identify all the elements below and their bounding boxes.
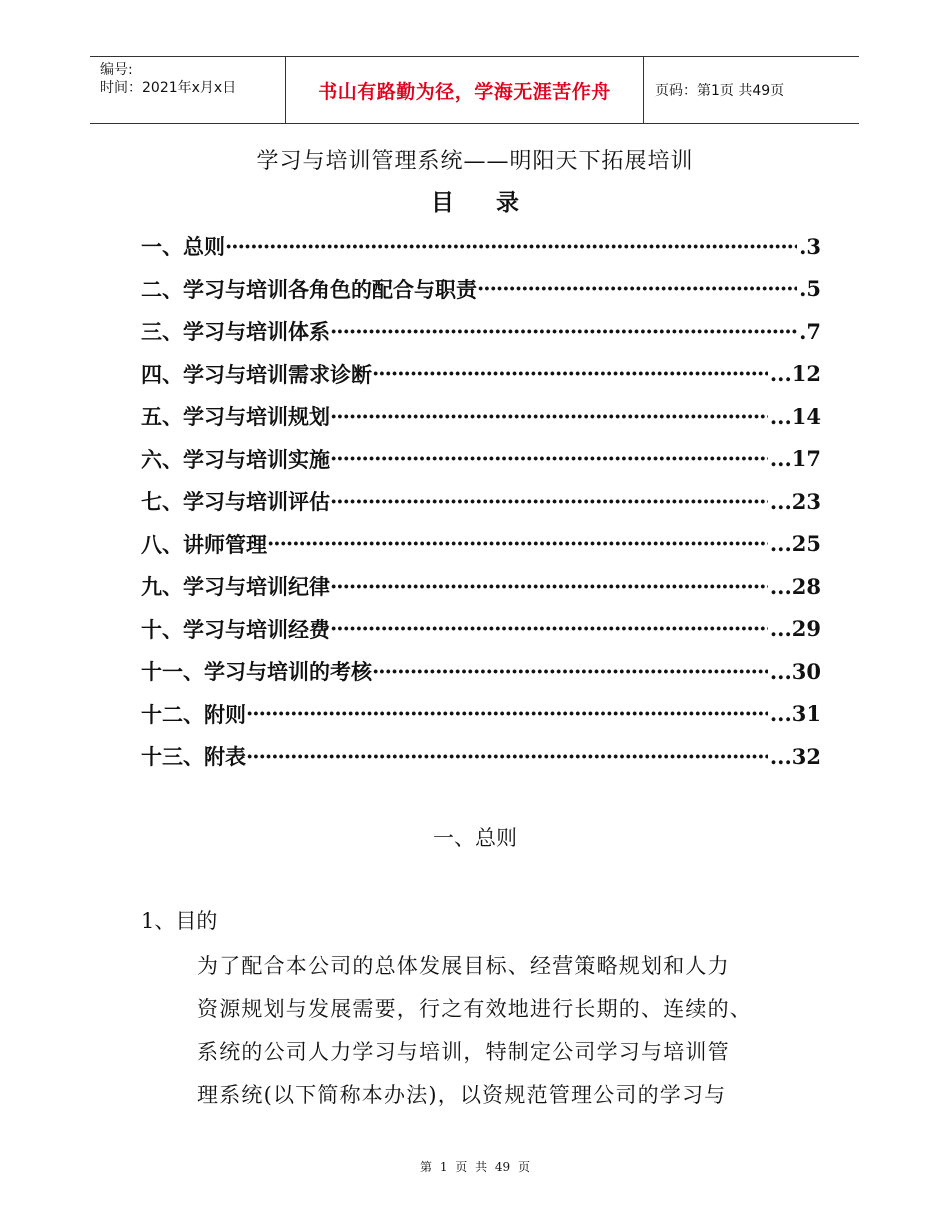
toc-entry-title: 九、学习与培训纪律 — [141, 575, 330, 600]
item-heading: 1、目的 — [141, 909, 218, 933]
toc-entry-title: 五、学习与培训规划 — [141, 405, 330, 430]
paragraph-line: 系统的公司人力学习与培训，特制定公司学习与培训管 — [197, 1040, 730, 1064]
table-of-contents — [141, 225, 821, 778]
toc-leader-dots — [330, 574, 768, 599]
toc-entry-title: 八、讲师管理 — [141, 532, 267, 557]
number-label: 编号: — [100, 62, 133, 78]
toc-heading-char-1: 目 — [431, 190, 454, 216]
toc-entry[interactable] — [141, 650, 821, 693]
toc-entry[interactable] — [141, 693, 821, 736]
toc-entry[interactable] — [141, 565, 821, 608]
toc-leader-dots — [330, 489, 768, 514]
time-label: 时间：2021年x月x日 — [100, 80, 237, 96]
toc-entry-title: 六、学习与培训实施 — [141, 447, 330, 472]
toc-heading-char-2: 录 — [496, 190, 519, 216]
header-motto-cell — [285, 57, 644, 123]
toc-leader-dots — [330, 404, 768, 429]
toc-entry[interactable] — [141, 268, 821, 311]
paragraph-line: 理系统(以下简称本办法)，以资规范管理公司的学习与 — [197, 1083, 727, 1107]
toc-leader-dots — [372, 659, 768, 684]
toc-entry-page: ...14 — [769, 403, 821, 429]
toc-entry-title: 十、学习与培训经费 — [141, 617, 330, 642]
body-paragraph — [197, 948, 837, 1120]
toc-entry-page: .5 — [799, 276, 821, 302]
toc-leader-dots — [330, 616, 768, 641]
toc-entry-page: ...25 — [769, 531, 821, 557]
toc-entry[interactable] — [141, 438, 821, 481]
toc-entry-page: ...31 — [769, 701, 821, 727]
toc-entry-title: 四、学习与培训需求诊断 — [141, 362, 372, 387]
toc-entry[interactable] — [141, 353, 821, 396]
toc-entry-title: 七、学习与培训评估 — [141, 490, 330, 515]
toc-leader-dots — [225, 234, 797, 259]
toc-entry-page: ...12 — [769, 361, 821, 387]
section-heading: 一、总则 — [433, 826, 517, 850]
toc-entry-page: ...29 — [769, 616, 821, 642]
toc-leader-dots — [372, 361, 768, 386]
toc-leader-dots — [246, 744, 768, 769]
toc-leader-dots — [477, 276, 797, 301]
toc-entry-page: .7 — [799, 318, 821, 344]
toc-leader-dots — [267, 531, 768, 556]
header-meta — [90, 57, 285, 123]
toc-entry[interactable] — [141, 523, 821, 566]
toc-entry-page: ...17 — [769, 446, 821, 472]
toc-entry[interactable] — [141, 608, 821, 651]
toc-entry-page: ...23 — [769, 488, 821, 514]
page-footer: 第 1 页 共 49 页 — [420, 1160, 530, 1174]
motto-text: 书山有路勤为径，学海无涯苦作舟 — [318, 80, 611, 103]
toc-entry-page: ...28 — [769, 573, 821, 599]
toc-leader-dots — [246, 701, 768, 726]
toc-entry[interactable] — [141, 735, 821, 778]
toc-entry[interactable] — [141, 310, 821, 353]
toc-entry-title: 三、学习与培训体系 — [141, 320, 330, 345]
toc-entry[interactable] — [141, 480, 821, 523]
toc-entry[interactable] — [141, 395, 821, 438]
toc-entry-title: 十一、学习与培训的考核 — [141, 660, 372, 685]
toc-entry-page: ...32 — [769, 743, 821, 769]
toc-heading — [0, 184, 950, 217]
toc-entry-page: ...30 — [769, 658, 821, 684]
toc-entry-title: 一、总则 — [141, 235, 225, 260]
paragraph-line: 资源规划与发展需要，行之有效地进行长期的、连续的、 — [197, 997, 752, 1021]
toc-entry-page: .3 — [799, 233, 821, 259]
page-header — [90, 56, 859, 124]
header-page-info: 页码：第1页 共49页 — [655, 83, 785, 99]
toc-entry[interactable] — [141, 225, 821, 268]
toc-entry-title: 十三、附表 — [141, 745, 246, 770]
document-title: 学习与培训管理系统——明阳天下拓展培训 — [256, 149, 694, 174]
toc-leader-dots — [330, 446, 768, 471]
toc-entry-title: 十二、附则 — [141, 702, 246, 727]
toc-entry-title: 二、学习与培训各角色的配合与职责 — [141, 277, 477, 302]
paragraph-line: 为了配合本公司的总体发展目标、经营策略规划和人力 — [197, 954, 730, 978]
toc-leader-dots — [330, 319, 797, 344]
